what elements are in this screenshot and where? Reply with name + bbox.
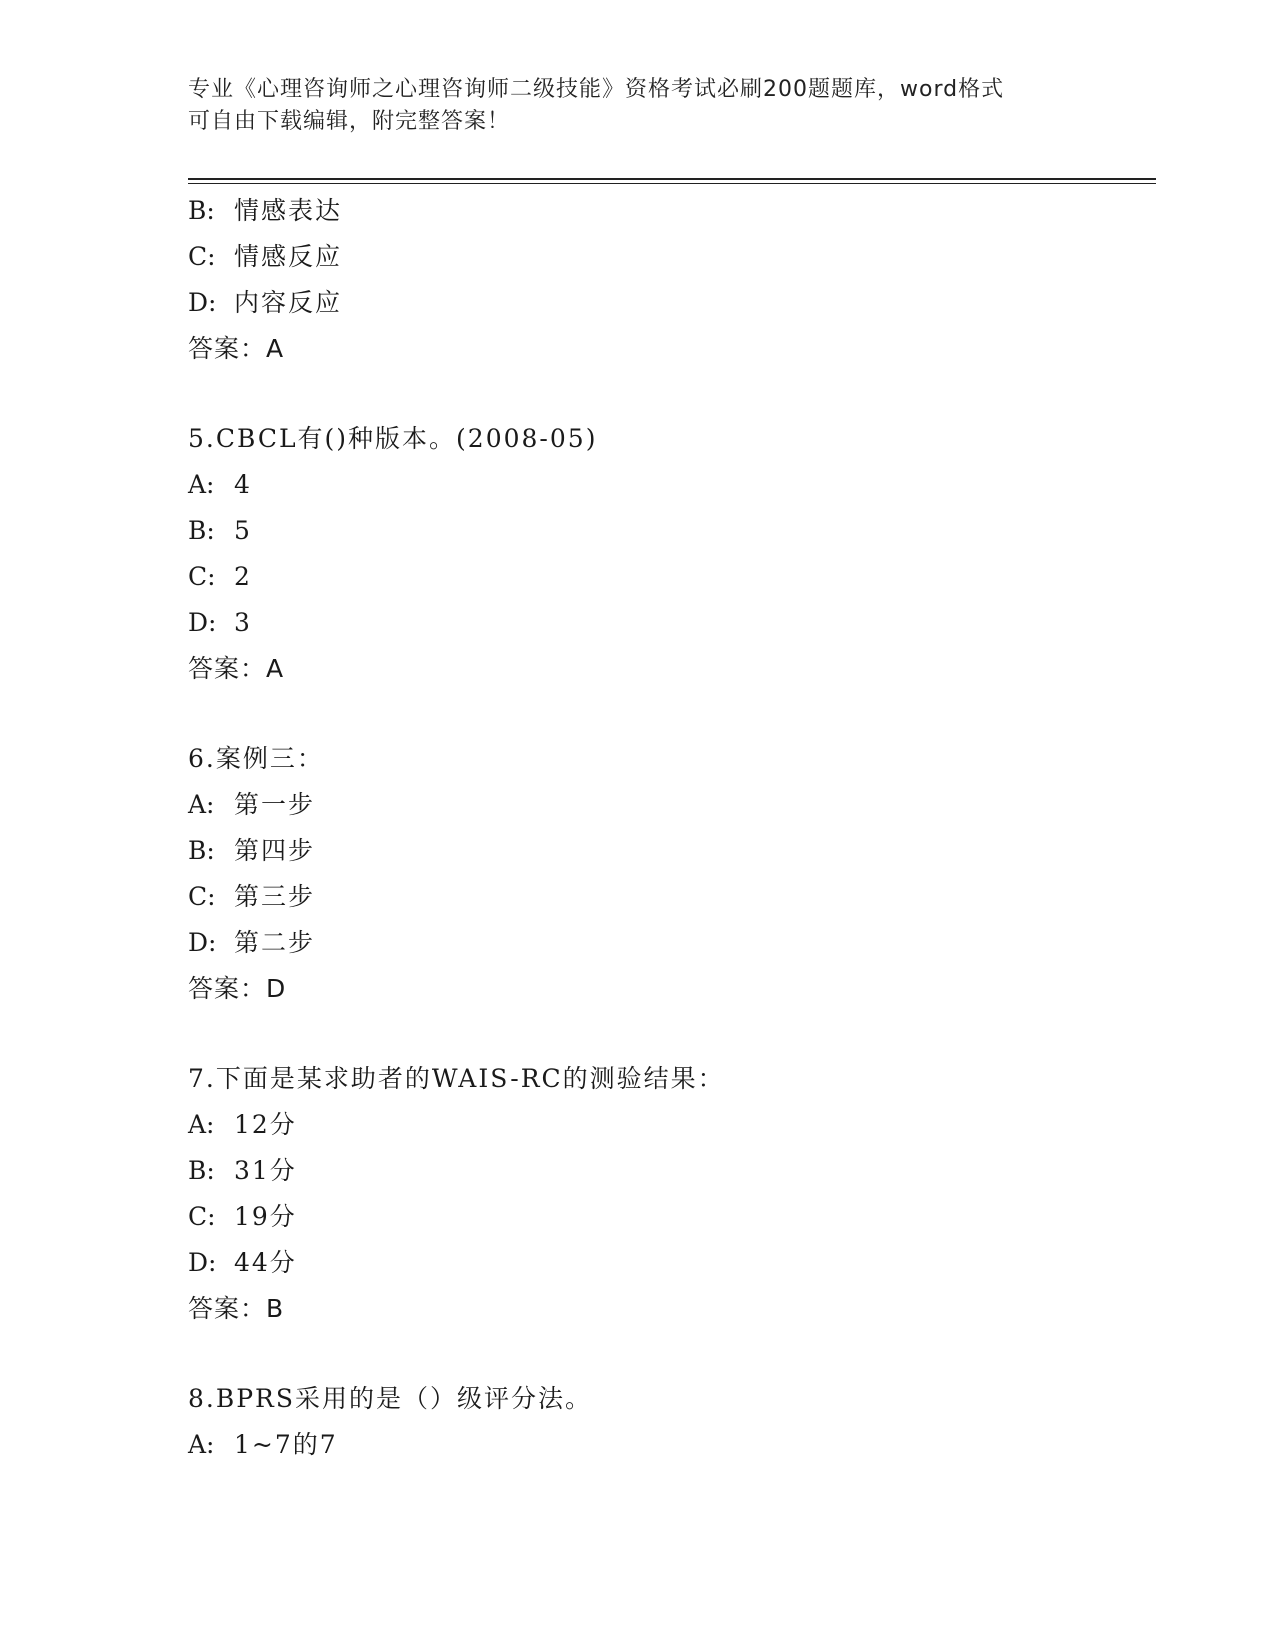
option-c: C: 2 [188,562,252,591]
document-header [188,74,1068,138]
option-c: C: 19分 [188,1202,297,1231]
option-a: A: 第一步 [188,790,316,819]
option-b: B: 5 [188,516,252,545]
question-title: 8.BPRS采用的是（）级评分法。 [188,1384,592,1413]
question-8 [188,1376,1148,1468]
option-b: B: 31分 [188,1156,297,1185]
option-b: B: 情感表达 [188,196,343,225]
header-divider-thin [188,183,1156,184]
option-d: D: 3 [188,608,252,637]
option-c: C: 情感反应 [188,242,343,271]
question-title: 5.CBCL有()种版本。(2008-05) [188,424,598,453]
option-b: B: 第四步 [188,836,316,865]
option-d: D: 第二步 [188,928,316,957]
question-title: 6.案例三： [188,744,324,773]
option-d: D: 44分 [188,1248,297,1277]
question-7 [188,1056,1148,1332]
option-a: A: 1~7的7 [188,1430,338,1459]
answer: 答案：A [188,334,285,363]
option-c: C: 第三步 [188,882,316,911]
answer: 答案：A [188,654,285,683]
question-list [188,188,1148,1468]
answer: 答案：B [188,1294,285,1323]
answer: 答案：D [188,974,287,1003]
option-d: D: 内容反应 [188,288,343,317]
header-line-2: 可自由下载编辑，附完整答案！ [188,109,511,134]
question-5 [188,416,1148,692]
option-a: A: 12分 [188,1110,297,1139]
question-4-continued [188,188,1148,372]
question-title: 7.下面是某求助者的WAIS-RC的测验结果： [188,1064,725,1093]
question-6 [188,736,1148,1012]
option-a: A: 4 [188,470,252,499]
header-divider-thick [188,178,1156,180]
header-line-1: 专业《心理咨询师之心理咨询师二级技能》资格考试必刷200题题库，word格式 [188,77,1005,102]
